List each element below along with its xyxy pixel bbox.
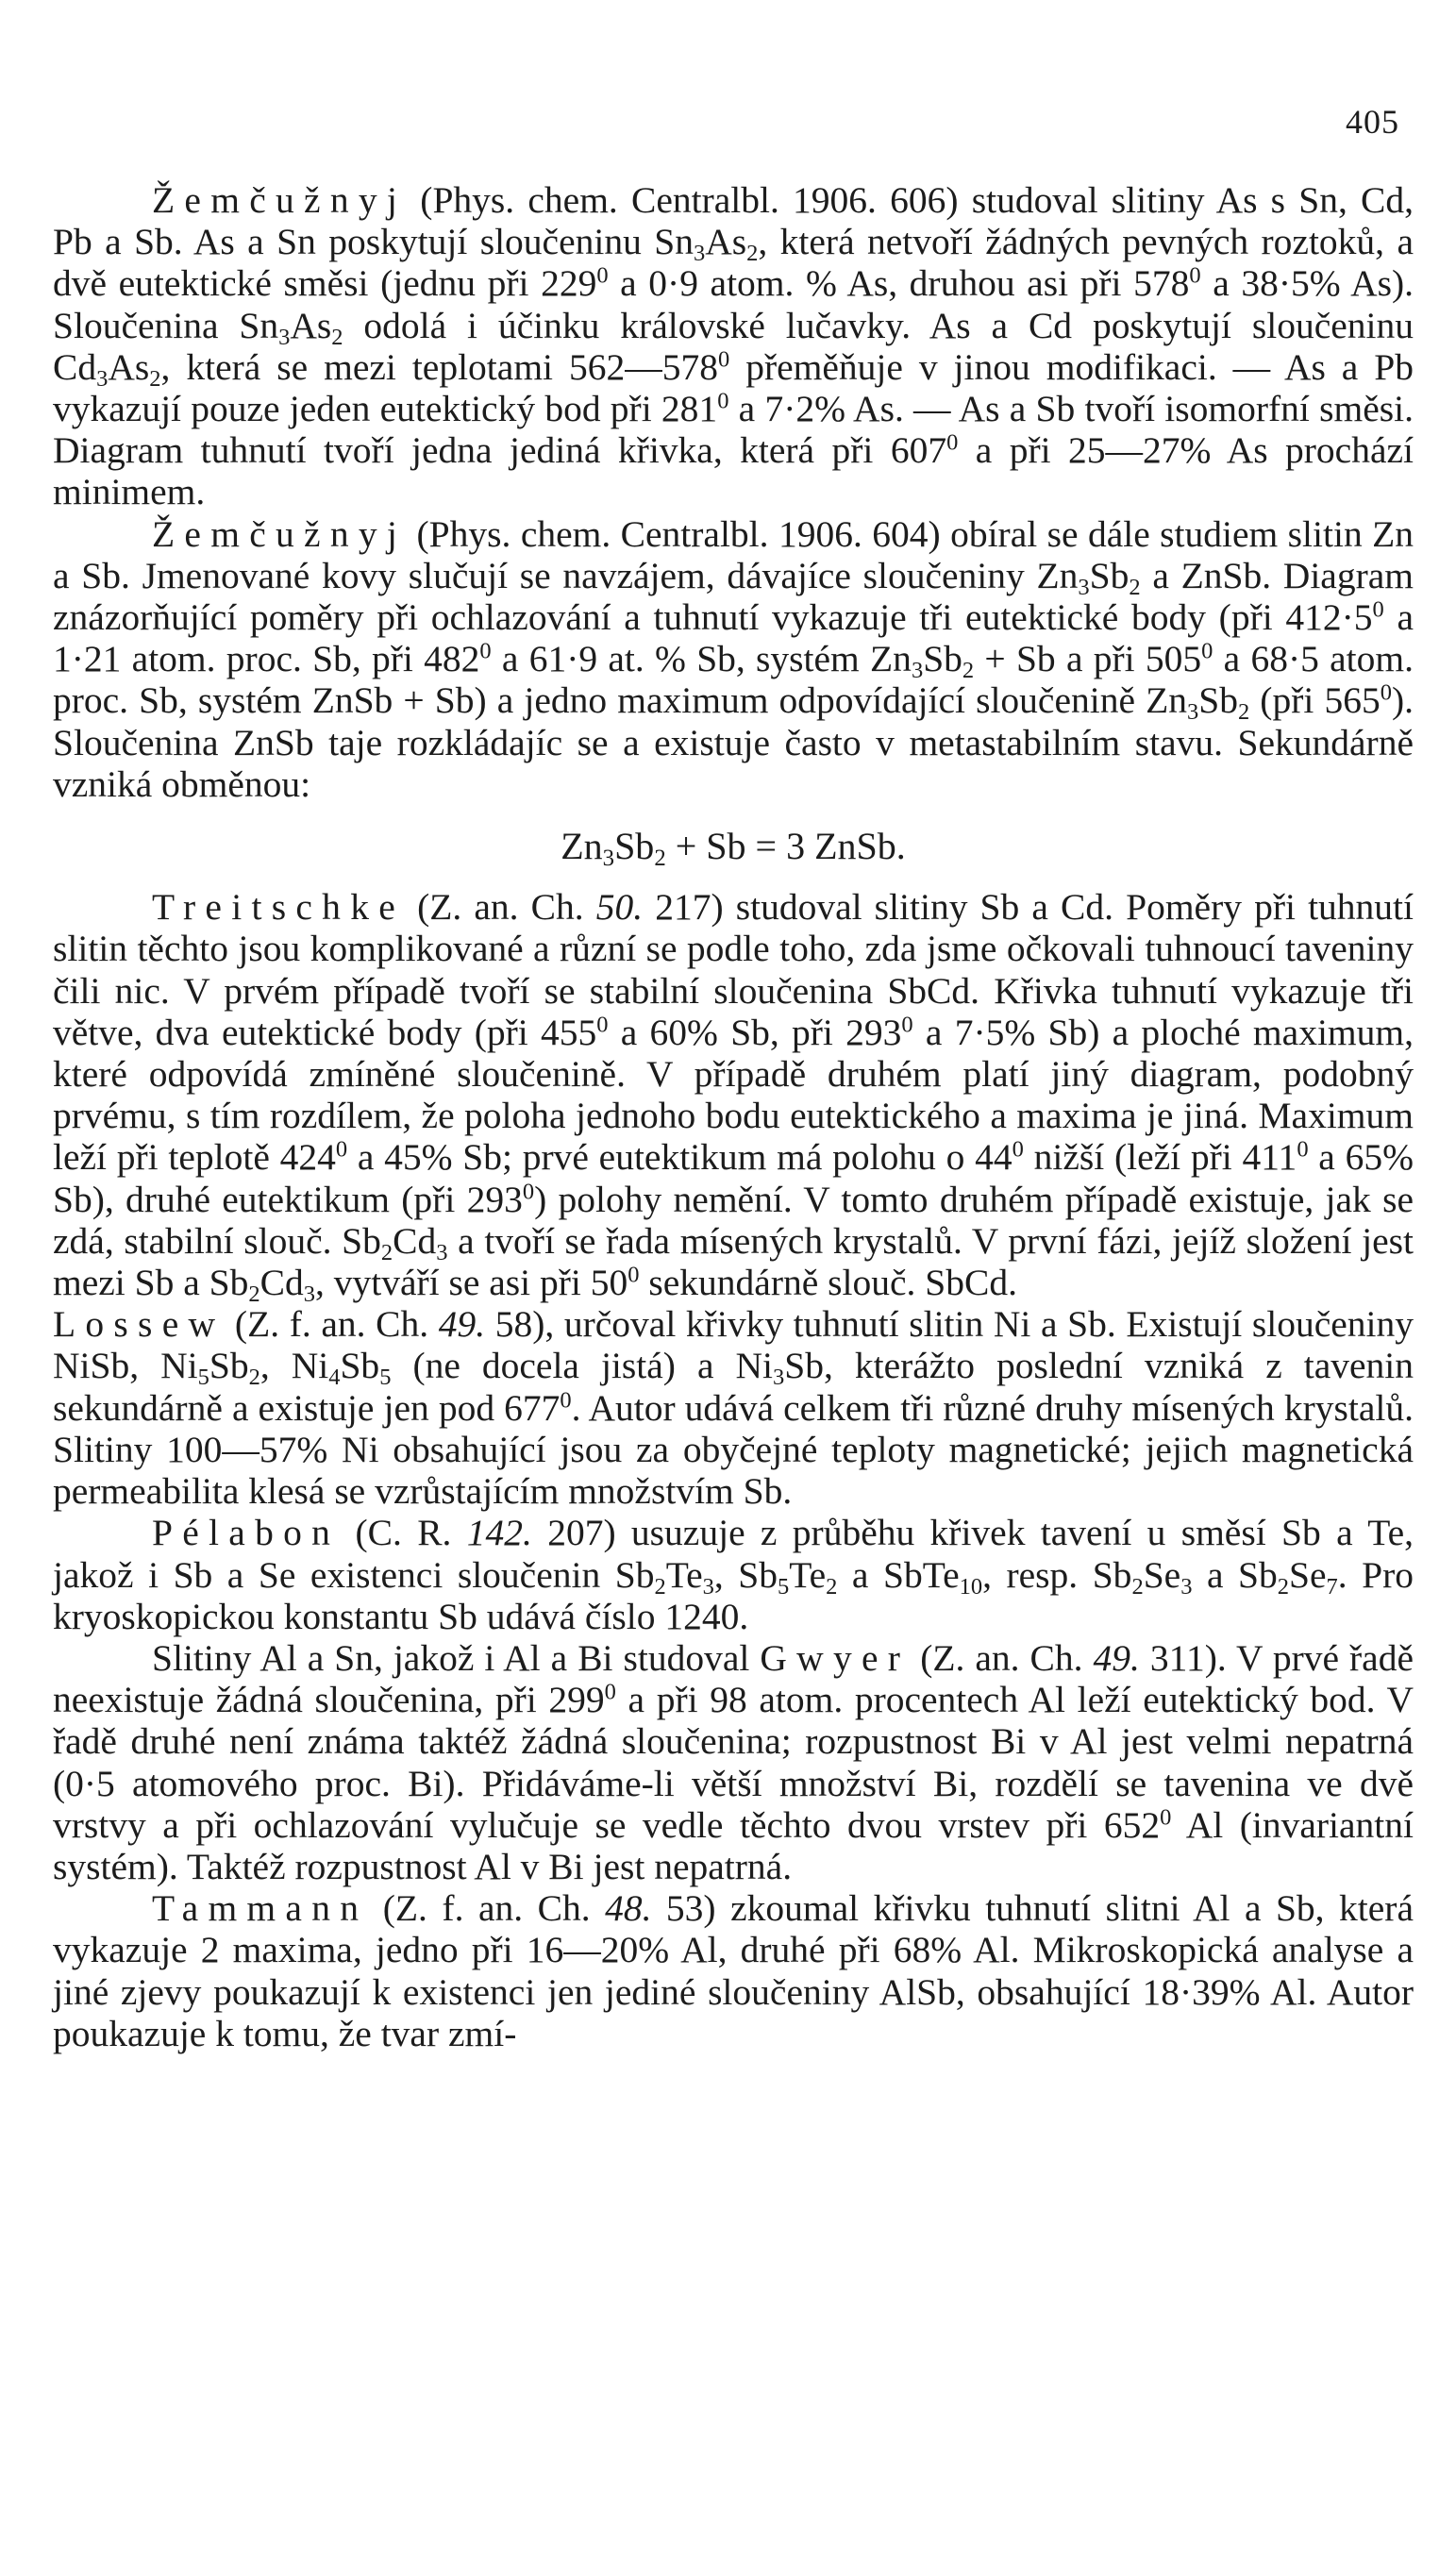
text-run: a 68·5 atom. proc. Sb, systém ZnSb + Sb) a jedno maximum odpovídající sloučenině Zn bbox=[53, 638, 1414, 722]
text-run: Se bbox=[1143, 1553, 1181, 1596]
text-run: a při 25—27% As prochází minimem. bbox=[53, 429, 1414, 513]
text-run: 3 bbox=[773, 1365, 785, 1391]
author-name: Žemčužnyj bbox=[152, 512, 408, 555]
text-run: Sb bbox=[1198, 679, 1238, 722]
paragraph-zemcuznyj-as bbox=[53, 179, 1414, 513]
text-run: 217) studoval slitiny Sb a Cd. Poměry při tuhnutí slitin těchto jsou komplikované a různí se podle toho, zda jsme očkovali tuhnoucí taveniny čili nic. V prvém případě tvoří se stabilní sloučenina SbCd. Křivka tuhnutí vykazuje tři větve, dva eutektické body (při 455 bbox=[53, 886, 1414, 1053]
paragraph-zemcuznyj-zn-sb bbox=[53, 513, 1414, 805]
text-run: 0 bbox=[717, 346, 730, 373]
author-name: Lossew bbox=[53, 1303, 226, 1346]
text-run: 0 bbox=[1160, 1804, 1172, 1831]
text-run: 49. bbox=[438, 1303, 486, 1346]
author-name: Gwyer bbox=[760, 1636, 911, 1679]
text-run: a SbTe bbox=[837, 1553, 960, 1596]
text-run: ) polohy nemění. V tomto druhém případě existuje, jak se zdá, stabilní slouč. Sb bbox=[53, 1178, 1414, 1262]
text-run: a 7·5% Sb) a ploché maximum, které odpovídá zmíněné sloučenině. V případě druhém platí jiný diagram, podobný prvému, s tím rozdílem, že poloha jednoho bodu eutektického a maxima je jiná. Maximum leží při teplotě 424 bbox=[53, 1011, 1414, 1179]
text-run: Cd bbox=[393, 1219, 437, 1262]
text-run: 0 bbox=[335, 1137, 348, 1163]
text-run: (Z. f. an. Ch. bbox=[225, 1303, 439, 1346]
text-run: Al (invariantní systém). Taktéž rozpustnost Al v Bi jest nepatrná. bbox=[53, 1803, 1414, 1887]
text-run: , Sb bbox=[713, 1553, 778, 1596]
text-run: a Sb bbox=[1192, 1553, 1278, 1596]
text-run: 3 bbox=[1186, 699, 1199, 726]
text-run: a 60% Sb, při 293 bbox=[608, 1011, 902, 1053]
text-run: 5 bbox=[777, 1573, 790, 1600]
text-run: a 65% Sb), druhé eutektikum (při 293 bbox=[53, 1136, 1414, 1220]
text-run: 0 bbox=[1372, 596, 1384, 623]
paragraph-pelabon bbox=[53, 1512, 1414, 1637]
text-run: As bbox=[108, 345, 150, 388]
text-run: + Sb a při 505 bbox=[974, 638, 1202, 680]
text-run: . Pro kryoskopickou konstantu Sb udává číslo 1240. bbox=[53, 1553, 1414, 1637]
text-run: Cd bbox=[259, 1262, 304, 1304]
paragraph-treitschke bbox=[53, 886, 1414, 1307]
text-run: 3 bbox=[693, 241, 706, 267]
text-run: , Ni bbox=[259, 1345, 329, 1387]
text-run: (Phys. chem. Centralbl. 1906. 604) obíral se dále studiem slitin Zn a Sb. Jmenované kovy slučují se navzájem, dávajíce sloučeniny Zn bbox=[53, 512, 1414, 596]
text-run: 10 bbox=[959, 1573, 983, 1600]
text-run: (Z. an. Ch. bbox=[405, 886, 596, 929]
text-run: (Z. f. an. Ch. bbox=[368, 1887, 606, 1930]
text-run: 2 bbox=[1131, 1573, 1144, 1600]
text-run: 2 bbox=[1277, 1573, 1289, 1600]
text-run: ). Sloučenina ZnSb taje rozkládajíc se a existuje často v metastabilním stavu. Sekundárně vzniká obměnou: bbox=[53, 679, 1414, 805]
text-run: a 1·21 atom. proc. Sb, při 482 bbox=[53, 596, 1414, 680]
page-number: 405 bbox=[1346, 103, 1399, 141]
text-run: , vytváří se asi při 50 bbox=[314, 1262, 628, 1304]
text-run: Sb bbox=[1089, 554, 1130, 596]
text-run: 0 bbox=[522, 1179, 535, 1205]
text-run: , která se mezi teplotami 562—578 bbox=[160, 345, 718, 388]
author-name: Žemčužnyj bbox=[152, 179, 408, 221]
text-run: a 7·2% As. — As a Sb tvoří isomorfní směsi. Diagram tuhnutí tvoří jedna jediná křivka, která při 607 bbox=[53, 388, 1414, 472]
text-run: 2 bbox=[654, 845, 666, 871]
text-run: 49. bbox=[1093, 1636, 1140, 1679]
text-run: Slitiny Al a Sn, jakož i Al a Bi studoval bbox=[152, 1636, 761, 1679]
text-run: 5 bbox=[197, 1365, 209, 1391]
text-run: 3 bbox=[96, 365, 109, 392]
text-run: 53) zkoumal křivku tuhnutí slitni Al a Sb, která vykazuje 2 maxima, jedno při 16—20% Al, druhé při 68% Al. Mikroskopická analyse a jiné zjevy poukazují k existenci jen jediné sloučeniny AlSb, obsahující 18·39% Al. Autor poukazuje k tomu, že tvar zmí- bbox=[53, 1887, 1414, 2054]
text-run: As bbox=[290, 304, 332, 346]
text-run: 2 bbox=[248, 1281, 260, 1307]
text-run: a ZnSb. Diagram znázorňující poměry při ochlazování a tuhnutí vykazuje tři eutektické body (při 412·5 bbox=[53, 554, 1414, 639]
text-run: Se bbox=[1289, 1553, 1327, 1596]
text-run: a 45% Sb; prvé eutektikum má polohu o 44 bbox=[347, 1136, 1013, 1179]
text-run: Zn bbox=[561, 825, 603, 868]
text-run: 5 bbox=[379, 1365, 392, 1391]
text-run: a při 98 atom. procentech Al leží eutektický bod. V řadě druhé není známa taktéž žádná sloučenina; rozpustnost Bi v Al jest velmi nepatrná (0·5 atomového proc. Bi). Přidáváme-li větší množství Bi, rozdělí se tavenina ve dvě vrstvy a při ochlazování vylučuje se vedle těchto dvou vrstev při 652 bbox=[53, 1679, 1414, 1846]
body-text bbox=[53, 179, 1414, 2054]
text-run: 2 bbox=[248, 1365, 260, 1391]
text-run: 48. bbox=[605, 1887, 652, 1930]
text-run: 0 bbox=[596, 262, 609, 289]
text-run: Sb, kterážto poslední vzniká z tavenin sekundárně a existuje jen pod 677 bbox=[53, 1345, 1414, 1429]
text-run: Te bbox=[789, 1553, 827, 1596]
text-run: 50. bbox=[595, 886, 644, 929]
text-run: As bbox=[705, 221, 747, 263]
text-run: 0 bbox=[717, 388, 729, 414]
text-run: 2 bbox=[380, 1239, 393, 1265]
text-run: 3 bbox=[1180, 1573, 1193, 1600]
text-run: (při 565 bbox=[1249, 679, 1381, 722]
paragraph-lossew bbox=[53, 1303, 1414, 1512]
text-run: odolá i účinku královské lučavky. As a Cd poskytují sloučeninu Cd bbox=[53, 304, 1414, 388]
text-run: 0 bbox=[479, 638, 492, 664]
author-name: Treitschke bbox=[152, 886, 406, 929]
text-run: 0 bbox=[1380, 679, 1392, 706]
text-run: 3 bbox=[702, 1573, 714, 1600]
text-run: 2 bbox=[746, 241, 759, 267]
text-run: + Sb = 3 ZnSb. bbox=[665, 825, 906, 868]
text-run: Te bbox=[665, 1553, 703, 1596]
text-run: . Autor udává celkem tři různé druhy mísených krystalů. Slitiny 100—57% Ni obsahující jsou za obyčejné teploty magnetické; jejich magnetická permeabilita klesá se vzrůstajícím množstvím Sb. bbox=[53, 1386, 1414, 1513]
text-run: a tvoří se řada mísených krystalů. V první fázi, jejíž složení jest mezi Sb a Sb bbox=[53, 1219, 1414, 1304]
text-run: 0 bbox=[946, 429, 959, 456]
text-run: Sb bbox=[209, 1345, 249, 1387]
text-run: 311). V prvé řadě neexistuje žádná sloučenina, při 299 bbox=[53, 1636, 1414, 1721]
text-run: (Phys. chem. Centralbl. 1906. 606) studoval slitiny As s Sn, Cd, Pb a Sb. As a Sn poskytují sloučeninu Sn bbox=[53, 179, 1414, 263]
text-run: a 38·5% As). Sloučenina Sn bbox=[53, 262, 1414, 346]
paragraph-tammann bbox=[53, 1887, 1414, 2054]
equation bbox=[53, 825, 1414, 871]
text-run: 0 bbox=[901, 1012, 913, 1038]
text-run: 4 bbox=[328, 1365, 341, 1391]
text-run: 2 bbox=[826, 1573, 838, 1600]
text-run: 2 bbox=[331, 324, 343, 350]
paragraph-gwyer bbox=[53, 1637, 1414, 1887]
text-run: nižší (leží při 411 bbox=[1023, 1136, 1297, 1179]
text-run: (ne docela jistá) a Ni bbox=[391, 1345, 773, 1387]
text-run: 0 bbox=[628, 1262, 640, 1288]
text-run: 3 bbox=[602, 845, 615, 871]
text-run: 3 bbox=[1078, 574, 1090, 600]
text-run: 0 bbox=[596, 1012, 609, 1038]
text-run: , resp. Sb bbox=[982, 1553, 1132, 1596]
author-name: Pélabon bbox=[152, 1512, 341, 1554]
text-run: Sb bbox=[340, 1345, 380, 1387]
text-run: a 0·9 atom. % As, druhou asi při 578 bbox=[608, 262, 1190, 305]
text-run: 7 bbox=[1326, 1573, 1338, 1600]
text-run: sekundárně slouč. SbCd. bbox=[639, 1262, 1017, 1304]
text-run: 2 bbox=[1129, 574, 1141, 600]
text-run: (C. R. bbox=[340, 1512, 467, 1554]
text-run: , která netvoří žádných pevných roztoků, a dvě eutektické směsi (jednu při 229 bbox=[53, 221, 1414, 305]
text-run: 2 bbox=[962, 658, 975, 684]
text-run: a 61·9 at. % Sb, systém Zn bbox=[491, 638, 912, 680]
text-run: 2 bbox=[1237, 699, 1250, 726]
text-run: 0 bbox=[1201, 638, 1213, 664]
text-run: 0 bbox=[1189, 262, 1201, 289]
text-run: 2 bbox=[654, 1573, 666, 1600]
text-run: přeměňuje v jinou modifikaci. — As a Pb vykazují pouze jeden eutektický bod při 281 bbox=[53, 345, 1414, 430]
text-run: 2 bbox=[149, 365, 161, 392]
text-run: 58), určoval křivky tuhnutí slitin Ni a Sb. Existují sloučeniny NiSb, Ni bbox=[53, 1303, 1414, 1387]
text-run: 0 bbox=[1297, 1137, 1309, 1163]
text-run: 3 bbox=[911, 658, 924, 684]
text-run: 207) usuzuje z průběhu křivek tavení u směsí Sb a Te, jakož i Sb a Se existenci sloučenin Sb bbox=[53, 1512, 1414, 1596]
text-run: 142. bbox=[466, 1512, 532, 1554]
text-run: 3 bbox=[278, 324, 291, 350]
text-run: (Z. an. Ch. bbox=[910, 1636, 1094, 1679]
text-run: 0 bbox=[604, 1679, 616, 1705]
text-run: 0 bbox=[1012, 1137, 1024, 1163]
text-run: Sb bbox=[923, 638, 962, 680]
text-run: 3 bbox=[303, 1281, 315, 1307]
text-run: 0 bbox=[560, 1387, 572, 1414]
text-run: Sb bbox=[614, 825, 655, 868]
author-name: Tammann bbox=[152, 1887, 369, 1930]
text-run: 3 bbox=[436, 1239, 448, 1265]
